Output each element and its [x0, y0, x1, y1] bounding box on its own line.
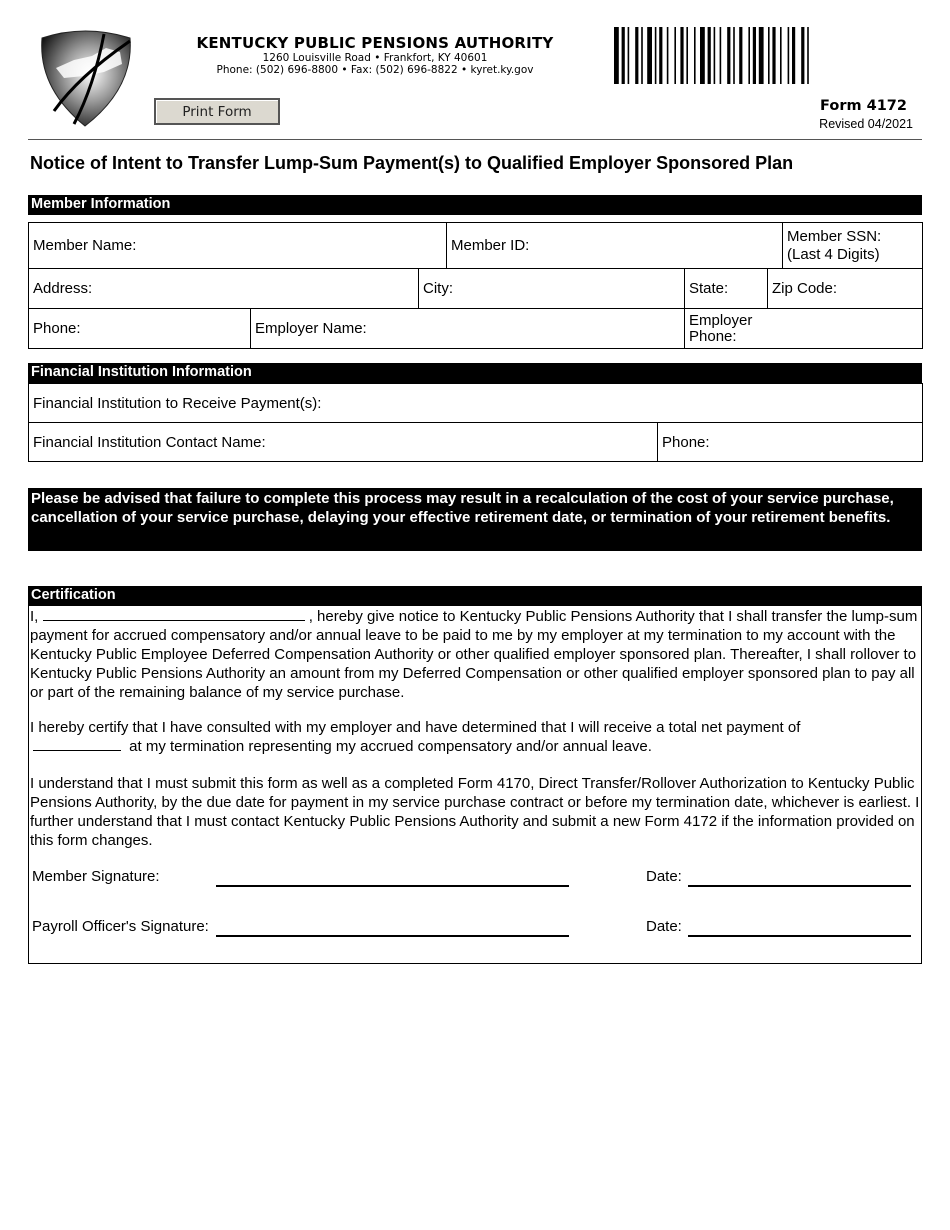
zip-code-label: Zip Code: — [772, 280, 838, 297]
net-payment-blank[interactable] — [33, 739, 121, 751]
financial-institution-field[interactable] — [29, 384, 923, 423]
certification-paragraph-1 — [30, 607, 922, 702]
member-information-table — [28, 222, 923, 349]
city-label: City: — [423, 280, 453, 297]
employer-phone-label: Employer — [689, 311, 753, 329]
member-date-line[interactable] — [688, 885, 911, 887]
address-label: Address: — [33, 280, 93, 297]
member-signature-label: Member Signature: — [32, 868, 160, 885]
member-date-label: Date: — [646, 868, 682, 885]
phone-label: Phone: — [33, 320, 81, 337]
member-ssn-sublabel: (Last 4 Digits) — [787, 245, 880, 263]
institution-phone-field[interactable] — [658, 423, 923, 462]
financial-institution-heading: Financial Institution Information — [28, 363, 922, 383]
agency-header — [160, 34, 590, 77]
financial-institution-table — [28, 383, 923, 462]
member-signature-line[interactable] — [216, 885, 569, 887]
form-number: Form 4172 — [820, 98, 907, 114]
revised-date: Revised 04/2021 — [819, 117, 913, 131]
payroll-date-label: Date: — [646, 918, 682, 935]
advisory-notice: Please be advised that failure to complete this process may result in a recalculation of the cost of your service purchase, cancellation of your service purchase, delaying your effective retirement date, or termination of your retirement benefits. — [28, 488, 922, 551]
member-information-heading: Member Information — [28, 195, 922, 215]
agency-contact: Phone: (502) 696-8800 • Fax: (502) 696-8822 • kyret.ky.gov — [216, 64, 534, 76]
phone-field[interactable] — [29, 309, 251, 349]
employer-phone-field[interactable] — [685, 309, 923, 349]
member-name-field[interactable] — [29, 223, 447, 269]
barcode — [614, 27, 922, 84]
institution-contact-name-field[interactable] — [29, 423, 658, 462]
city-field[interactable] — [419, 269, 685, 309]
print-form-button[interactable]: Print Form — [154, 98, 280, 125]
member-id-field[interactable] — [447, 223, 783, 269]
address-field[interactable] — [29, 269, 419, 309]
institution-contact-name-label: Financial Institution Contact Name: — [33, 433, 266, 451]
zip-code-field[interactable] — [768, 269, 923, 309]
employer-name-field[interactable] — [251, 309, 685, 349]
financial-institution-label: Financial Institution to Receive Payment(s): — [33, 394, 322, 412]
payroll-signature-line[interactable] — [216, 935, 569, 937]
agency-name: KENTUCKY PUBLIC PENSIONS AUTHORITY — [196, 34, 554, 52]
payroll-signature-label: Payroll Officer's Signature: — [32, 918, 209, 935]
member-id-label: Member ID: — [451, 237, 530, 254]
certification-heading: Certification — [28, 586, 922, 606]
header-divider — [28, 139, 922, 140]
kppa-shield-logo — [34, 26, 136, 128]
employer-phone-sublabel: Phone: — [689, 327, 737, 345]
page-title: Notice of Intent to Transfer Lump-Sum Payment(s) to Qualified Employer Sponsored Plan — [30, 153, 794, 173]
cert-p1-start: I, — [30, 608, 39, 625]
payroll-date-line[interactable] — [688, 935, 911, 937]
member-ssn-label: Member SSN: — [787, 227, 882, 245]
cert-p2-end: at my termination representing my accrued compensatory and/or annual leave. — [129, 738, 652, 755]
state-field[interactable] — [685, 269, 768, 309]
agency-address: 1260 Louisville Road • Frankfort, KY 40601 — [262, 52, 488, 64]
member-name-blank[interactable] — [43, 609, 305, 621]
member-name-label: Member Name: — [33, 237, 137, 254]
institution-phone-label: Phone: — [662, 433, 710, 451]
state-label: State: — [689, 280, 729, 297]
employer-name-label: Employer Name: — [255, 320, 367, 337]
cert-p1-rest: , hereby give notice to Kentucky Public Pensions Authority that I shall transfer the lump-sum payment for accrued compensatory and/or annual leave to be paid to me by my employer at my termination to my account with the Kentucky Public Employee Deferred Compensation Authority or other qualified employer sponsored plan. Thereafter, I shall rollover to Kentucky Public Pensions Authority an amount from my Deferred Compensation or other qualified employer sponsored plan to pay all or part of the remaining balance of my service purchase. — [30, 608, 918, 701]
member-ssn-field[interactable] — [783, 223, 923, 269]
certification-paragraph-2 — [30, 718, 922, 756]
cert-p2-start: I hereby certify that I have consulted with my employer and have determined that I will receive a total net payment of — [30, 719, 801, 736]
certification-paragraph-3: I understand that I must submit this form as well as a completed Form 4170, Direct Transfer/Rollover Authorization to Kentucky Public Pensions Authority, by the due date for payment in my service purchase contract or before my termination date, whichever is earliest. I further understand that I must contact Kentucky Public Pensions Authority and submit a new Form 4172 if the information provided on this form changes. — [30, 775, 920, 849]
